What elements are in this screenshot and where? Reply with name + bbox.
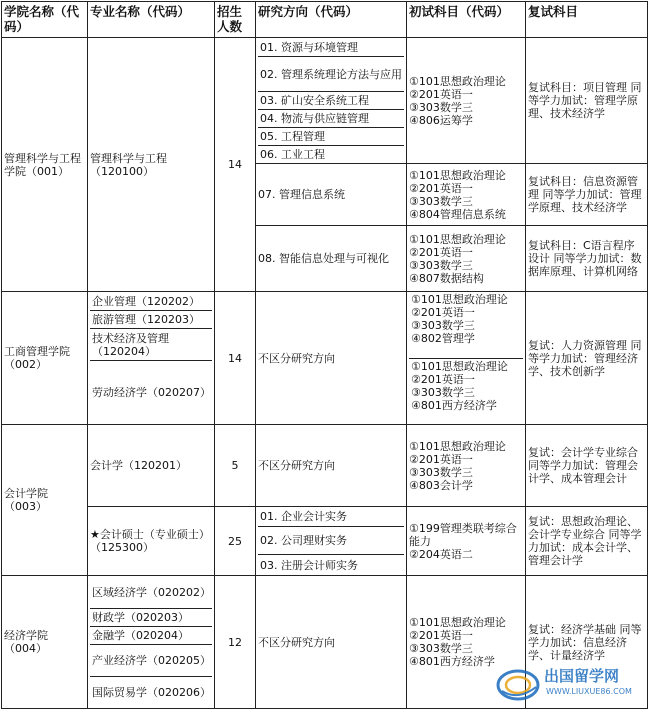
major-list: [88, 292, 215, 425]
retest-cell: 复试：会计学专业综合 同等学力加试：管理会计学、成本管理会计: [526, 425, 648, 507]
retest-cell: 复试：思想政治理论、会计学专业综合 同等学力加试：成本会计学、管理会计学: [526, 507, 648, 576]
major-list: [88, 576, 215, 709]
college-cell: 会计学院（003）: [2, 425, 88, 576]
major-item: 区域经济学（020202）: [92, 585, 211, 599]
college-cell: 工商管理学院（002）: [2, 292, 88, 425]
watermark: [494, 663, 644, 707]
table-row: [2, 292, 648, 425]
direction-item: 05. 工程管理: [258, 127, 404, 145]
major-item: 技术经济及管理（120204）: [90, 328, 212, 360]
exam-line: ①101思想政治理论: [411, 360, 508, 373]
exam-line: ④801西方经济学: [409, 655, 495, 668]
retest-cell: 复试：经济学基础 同等学力加试：信息经济学、计量经济学: [526, 576, 648, 709]
quota-cell: 12: [215, 576, 256, 709]
direction-list: [256, 507, 407, 576]
header-exam: 初试科目（代码）: [407, 2, 526, 38]
exam-line: ④806运筹学: [409, 113, 473, 127]
exam-line: ①101思想政治理论: [409, 232, 506, 246]
college-cell: 经济学院（004）: [2, 576, 88, 709]
header-college: 学院名称（代码）: [2, 2, 88, 38]
exam-cell: [407, 507, 526, 576]
major-item: 财政学（020203）: [90, 608, 212, 626]
major-item: 企业管理（120202）: [92, 294, 200, 308]
major-cell: 会计学（120201）: [88, 425, 215, 507]
exam-line: ③303数学三: [409, 642, 473, 655]
direction-item: 02. 公司理财实务: [258, 526, 404, 554]
major-item: 金融学（020204）: [90, 626, 212, 644]
exam-line: ①101思想政治理论: [409, 168, 506, 182]
exam-line: ②201英语一: [409, 629, 473, 642]
major-cell: ★会计硕士（专业硕士）（125300）: [88, 507, 215, 576]
exam-line: ②201英语一: [409, 181, 473, 195]
admissions-table: [1, 1, 648, 709]
major-item: 劳动经济学（020207）: [90, 360, 212, 424]
exam-line: ②201英语一: [409, 87, 473, 101]
exam-block: [409, 292, 523, 358]
exam-line: ④802管理学: [411, 332, 475, 345]
exam-line: ③303数学三: [409, 194, 473, 208]
quota-cell: 25: [215, 507, 256, 576]
header-retest: 复试科目: [526, 2, 648, 38]
exam-line: ③303数学三: [411, 319, 475, 332]
exam-line: ②201英语一: [409, 452, 473, 466]
direction-cell: 07. 管理信息系统: [256, 164, 407, 226]
exam-line: ②201英语一: [409, 245, 473, 259]
header-direction: 研究方向（代码）: [256, 2, 407, 38]
major-item: 国际贸易学（020206）: [90, 676, 212, 708]
direction-list: [256, 38, 407, 164]
header-quota: 招生人数: [215, 2, 256, 38]
exam-line: ③303数学三: [409, 465, 473, 479]
table-row: [2, 38, 648, 164]
quota-cell: 14: [215, 292, 256, 425]
exam-line: ①199管理类联考综合能力: [409, 521, 517, 548]
exam-line: ④804管理信息系统: [409, 207, 506, 221]
exam-line: ②201英语一: [411, 306, 475, 319]
major-cell: 管理科学与工程（120100）: [88, 38, 215, 292]
exam-line: ①101思想政治理论: [411, 293, 508, 306]
exam-group: [407, 292, 526, 425]
direction-cell: 不区分研究方向: [256, 425, 407, 507]
direction-item: 03. 矿山安全系统工程: [258, 91, 404, 109]
quota-cell: 14: [215, 38, 256, 292]
exam-line: ①101思想政治理论: [409, 74, 506, 88]
exam-line: ①101思想政治理论: [409, 616, 506, 629]
exam-line: ③303数学三: [409, 258, 473, 272]
retest-cell: 复试科目：信息资源管理 同等学力加试：管理学原理、技术经济学: [526, 164, 648, 226]
retest-cell: 复试科目：C语言程序设计 同等学力加试：数据库原理、计算机网络: [526, 226, 648, 292]
exam-cell: [407, 425, 526, 507]
exam-line: ①101思想政治理论: [409, 439, 506, 453]
exam-line: ④807数据结构: [409, 271, 484, 285]
retest-cell: 复试：人力资源管理 同等学力加试：管理经济学、技术创新学: [526, 292, 648, 425]
exam-cell: [407, 226, 526, 292]
table-row: [2, 507, 648, 576]
direction-item: 03. 注册会计师实务: [258, 554, 404, 575]
direction-item: 06. 工业工程: [258, 145, 404, 163]
watermark-title: 出国留学网: [544, 667, 620, 685]
direction-cell: 08. 智能信息处理与可视化: [256, 226, 407, 292]
college-cell: 管理科学与工程学院（001）: [2, 38, 88, 292]
exam-line: ②204英语二: [409, 547, 473, 561]
direction-item: 04. 物流与供应链管理: [258, 109, 404, 127]
retest-cell: 复试科目：项目管理 同等学力加试：管理学原理、技术经济学: [526, 38, 648, 164]
exam-line: ④803会计学: [409, 478, 473, 492]
watermark-url: WWW.LIUXUE86.COM: [546, 687, 632, 696]
direction-item: 01. 资源与环境管理: [260, 40, 358, 54]
exam-cell: [407, 164, 526, 226]
quota-cell: 5: [215, 425, 256, 507]
direction-item: 01. 企业会计实务: [260, 510, 347, 523]
header-row: [2, 2, 648, 38]
exam-line: ②201英语一: [411, 373, 475, 386]
exam-line: ③303数学三: [411, 386, 475, 399]
major-item: 旅游管理（120203）: [90, 310, 212, 328]
direction-item: 02. 管理系统理论方法与应用: [258, 56, 404, 91]
major-item: 产业经济学（020205）: [90, 644, 212, 676]
table-row: [2, 425, 648, 507]
exam-cell: [407, 38, 526, 164]
exam-line: ③303数学三: [409, 100, 473, 114]
header-major: 专业名称（代码）: [88, 2, 215, 38]
exam-block: [409, 358, 523, 424]
direction-cell: 不区分研究方向: [256, 292, 407, 425]
exam-line: ④801西方经济学: [411, 399, 497, 412]
direction-cell: 不区分研究方向: [256, 576, 407, 709]
globe-logo-icon: [496, 667, 540, 703]
